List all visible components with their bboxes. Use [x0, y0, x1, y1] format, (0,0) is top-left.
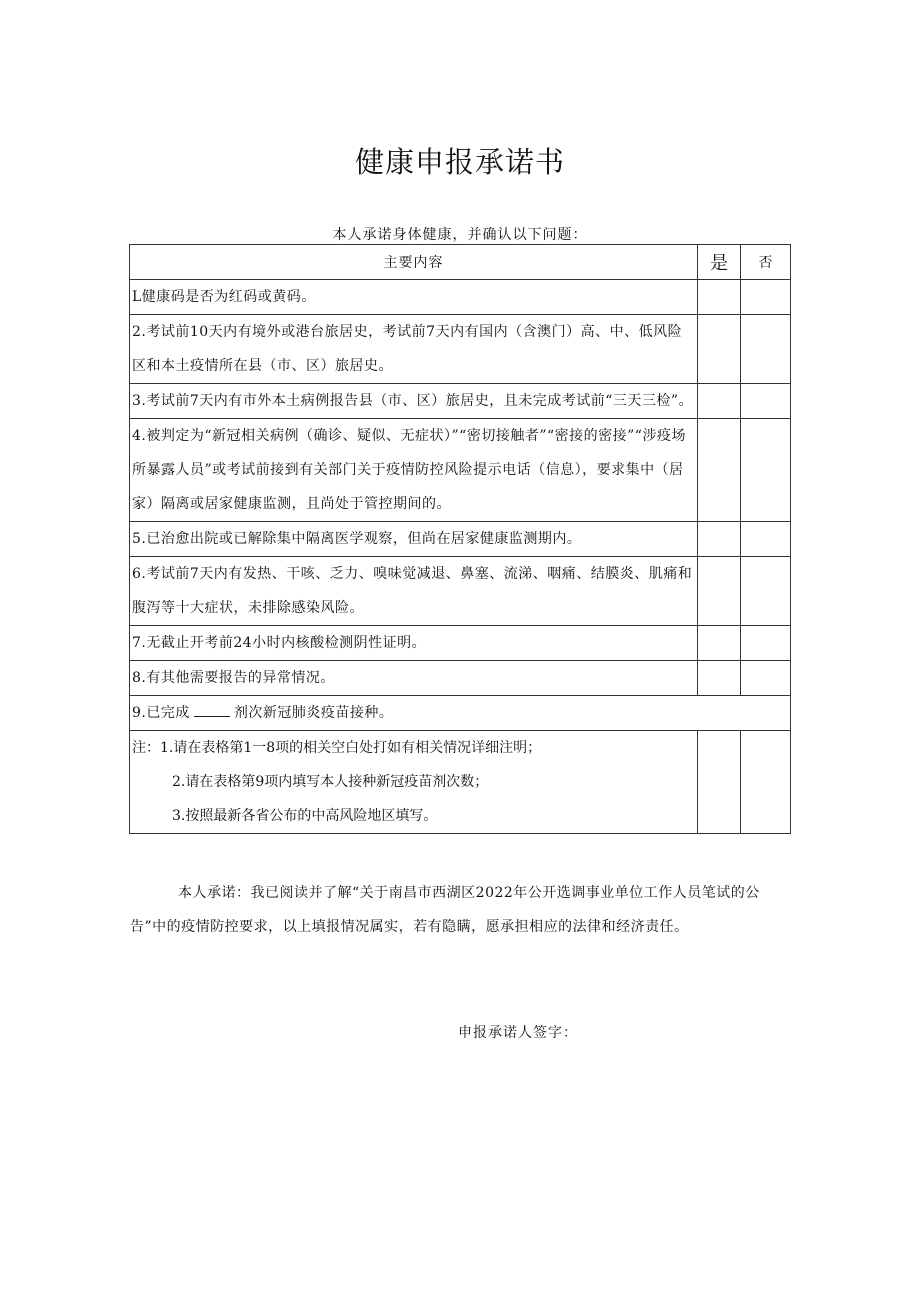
question-1: L健康码是否为红码或黄码。 [130, 280, 698, 315]
question-8: 8.有其他需要报告的异常情况。 [130, 661, 698, 696]
question-9-prefix: 9.已完成 [132, 705, 190, 721]
table-row [130, 315, 791, 384]
no-cell-7[interactable] [741, 626, 791, 661]
no-cell-3[interactable] [741, 384, 791, 419]
header-main-content: 主要内容 [130, 245, 698, 280]
signature-label: 申报承诺人签字： [458, 1025, 578, 1041]
question-5: 5.已治愈出院或已解除集中隔离医学观察，但尚在居家健康监测期内。 [130, 522, 698, 557]
note-3: 3.按照最新各省公布的中高风险地区填写。 [172, 808, 438, 824]
question-6: 6.考试前7天内有发热、干咳、乏力、嗅味觉减退、鼻塞、流涕、咽痛、结膜炎、肌痛和腹泻等十大症状，未排除感染风险。 [130, 557, 698, 626]
note-2: 2.请在表格第9项内填写本人接种新冠疫苗剂次数； [172, 774, 489, 790]
yes-cell-3[interactable] [698, 384, 741, 419]
question-2: 2.考试前10天内有境外或港台旅居史，考试前7天内有国内（含澳门）高、中、低风险区和本土疫情所在县（市、区）旅居史。 [130, 315, 698, 384]
intro-text: 本人承诺身体健康，并确认以下问题： [332, 227, 588, 243]
table-row [130, 522, 791, 557]
yes-cell-5[interactable] [698, 522, 741, 557]
yes-cell-7[interactable] [698, 626, 741, 661]
vaccine-dose-blank[interactable] [194, 702, 230, 717]
table-row [130, 280, 791, 315]
question-3: 3.考试前7天内有市外本土病例报告县（市、区）旅居史，且未完成考试前“三天三检”。 [130, 384, 698, 419]
no-cell-4[interactable] [741, 419, 791, 522]
table-header-row [130, 245, 791, 280]
table-row [130, 384, 791, 419]
no-cell-8[interactable] [741, 661, 791, 696]
note-1: 注：1.请在表格第1一8项的相关空白处打如有相关情况详细注明； [132, 740, 542, 756]
table-row [130, 626, 791, 661]
no-cell-1[interactable] [741, 280, 791, 315]
question-4: 4.被判定为“新冠相关病例（确诊、疑似、无症状）”“密切接触者”“密接的密接”“涉疫场所暴露人员”或考试前接到有关部门关于疫情防控风险提示电话（信息），要求集中（居家）隔离或居家健康监测，且尚处于管控期间的。 [130, 419, 698, 522]
declaration-table [129, 244, 791, 834]
notes-yes-cell [698, 731, 741, 834]
yes-cell-6[interactable] [698, 557, 741, 626]
question-9 [130, 696, 791, 731]
question-9-suffix: 剂次新冠肺炎疫苗接种。 [233, 705, 394, 721]
header-yes: 是 [698, 245, 741, 280]
no-cell-6[interactable] [741, 557, 791, 626]
notes-cell [130, 731, 698, 834]
notes-row [130, 731, 791, 834]
pledge-text: 本人承诺：我已阅读并了解“关于南昌市西湖区2022年公开选调事业单位工作人员笔试的公告”中的疫情防控要求，以上填报情况属实，若有隐瞒，愿承担相应的法律和经济责任。 [130, 885, 760, 935]
table-row [130, 661, 791, 696]
notes-no-cell [741, 731, 791, 834]
yes-cell-1[interactable] [698, 280, 741, 315]
no-cell-2[interactable] [741, 315, 791, 384]
yes-cell-8[interactable] [698, 661, 741, 696]
page-title: 健康申报承诺书 [354, 145, 565, 179]
table-row [130, 696, 791, 731]
table-row [130, 557, 791, 626]
yes-cell-4[interactable] [698, 419, 741, 522]
question-7: 7.无截止开考前24小时内核酸检测阴性证明。 [130, 626, 698, 661]
yes-cell-2[interactable] [698, 315, 741, 384]
table-row [130, 419, 791, 522]
no-cell-5[interactable] [741, 522, 791, 557]
header-no: 否 [741, 245, 791, 280]
